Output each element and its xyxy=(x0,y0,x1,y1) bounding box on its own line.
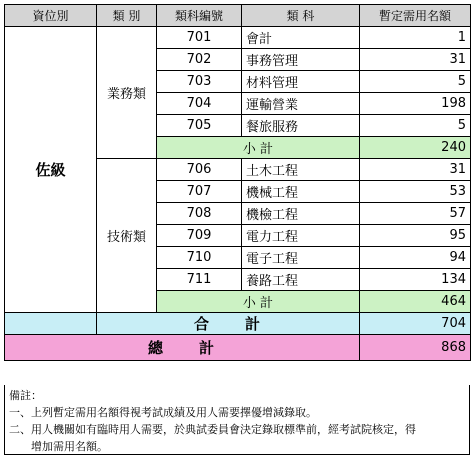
subject-cell: 會計 xyxy=(242,27,360,49)
code-cell: 706 xyxy=(157,159,242,181)
subtotal-label: 小 計 xyxy=(157,291,360,313)
grand-total-label: 總 計 xyxy=(5,335,360,361)
code-cell: 702 xyxy=(157,49,242,71)
total-label: 合 計 xyxy=(97,313,360,335)
count-cell: 5 xyxy=(360,71,471,93)
code-cell: 708 xyxy=(157,203,242,225)
subject-cell: 電力工程 xyxy=(242,225,360,247)
count-cell: 31 xyxy=(360,159,471,181)
notes-item: 增加需用名額。 xyxy=(9,440,108,453)
header-grade: 資位別 xyxy=(5,5,97,27)
total-spacer xyxy=(5,313,97,335)
quota-table xyxy=(4,4,471,361)
subject-cell: 土木工程 xyxy=(242,159,360,181)
grand-total-row xyxy=(5,335,471,361)
count-cell: 5 xyxy=(360,115,471,137)
count-cell: 95 xyxy=(360,225,471,247)
code-cell: 705 xyxy=(157,115,242,137)
header-count: 暫定需用名額 xyxy=(360,5,471,27)
subtotal-value: 240 xyxy=(360,137,471,159)
notes-box xyxy=(4,385,470,455)
category-cell-business: 業務類 xyxy=(97,27,157,159)
header-code: 類科編號 xyxy=(157,5,242,27)
count-cell: 94 xyxy=(360,247,471,269)
total-row xyxy=(5,313,471,335)
header-row xyxy=(5,5,471,27)
subject-cell: 養路工程 xyxy=(242,269,360,291)
code-cell: 704 xyxy=(157,93,242,115)
code-cell: 703 xyxy=(157,71,242,93)
count-cell: 31 xyxy=(360,49,471,71)
count-cell: 134 xyxy=(360,269,471,291)
code-cell: 710 xyxy=(157,247,242,269)
header-subject: 類 科 xyxy=(242,5,360,27)
subject-cell: 電子工程 xyxy=(242,247,360,269)
category-cell-technical: 技術類 xyxy=(97,159,157,313)
code-cell: 709 xyxy=(157,225,242,247)
subtotal-value: 464 xyxy=(360,291,471,313)
subject-cell: 餐旅服務 xyxy=(242,115,360,137)
header-category: 類 別 xyxy=(97,5,157,27)
grand-total-value: 868 xyxy=(360,335,471,361)
subject-cell: 機械工程 xyxy=(242,181,360,203)
count-cell: 53 xyxy=(360,181,471,203)
grade-cell: 佐級 xyxy=(5,27,97,313)
count-cell: 198 xyxy=(360,93,471,115)
notes-item: 一、上列暫定需用名額得視考試成績及用人需要擇優增減錄取。 xyxy=(9,406,317,419)
subject-cell: 運輸營業 xyxy=(242,93,360,115)
total-value: 704 xyxy=(360,313,471,335)
code-cell: 701 xyxy=(157,27,242,49)
code-cell: 711 xyxy=(157,269,242,291)
subject-cell: 材料管理 xyxy=(242,71,360,93)
table-row xyxy=(5,27,471,49)
notes-title: 備註： xyxy=(9,389,42,402)
subject-cell: 機檢工程 xyxy=(242,203,360,225)
count-cell: 1 xyxy=(360,27,471,49)
notes-item: 二、用人機關如有臨時用人需要，於典試委員會決定錄取標準前，經考試院核定，得 xyxy=(9,423,416,436)
count-cell: 57 xyxy=(360,203,471,225)
code-cell: 707 xyxy=(157,181,242,203)
subject-cell: 事務管理 xyxy=(242,49,360,71)
subtotal-label: 小 計 xyxy=(157,137,360,159)
